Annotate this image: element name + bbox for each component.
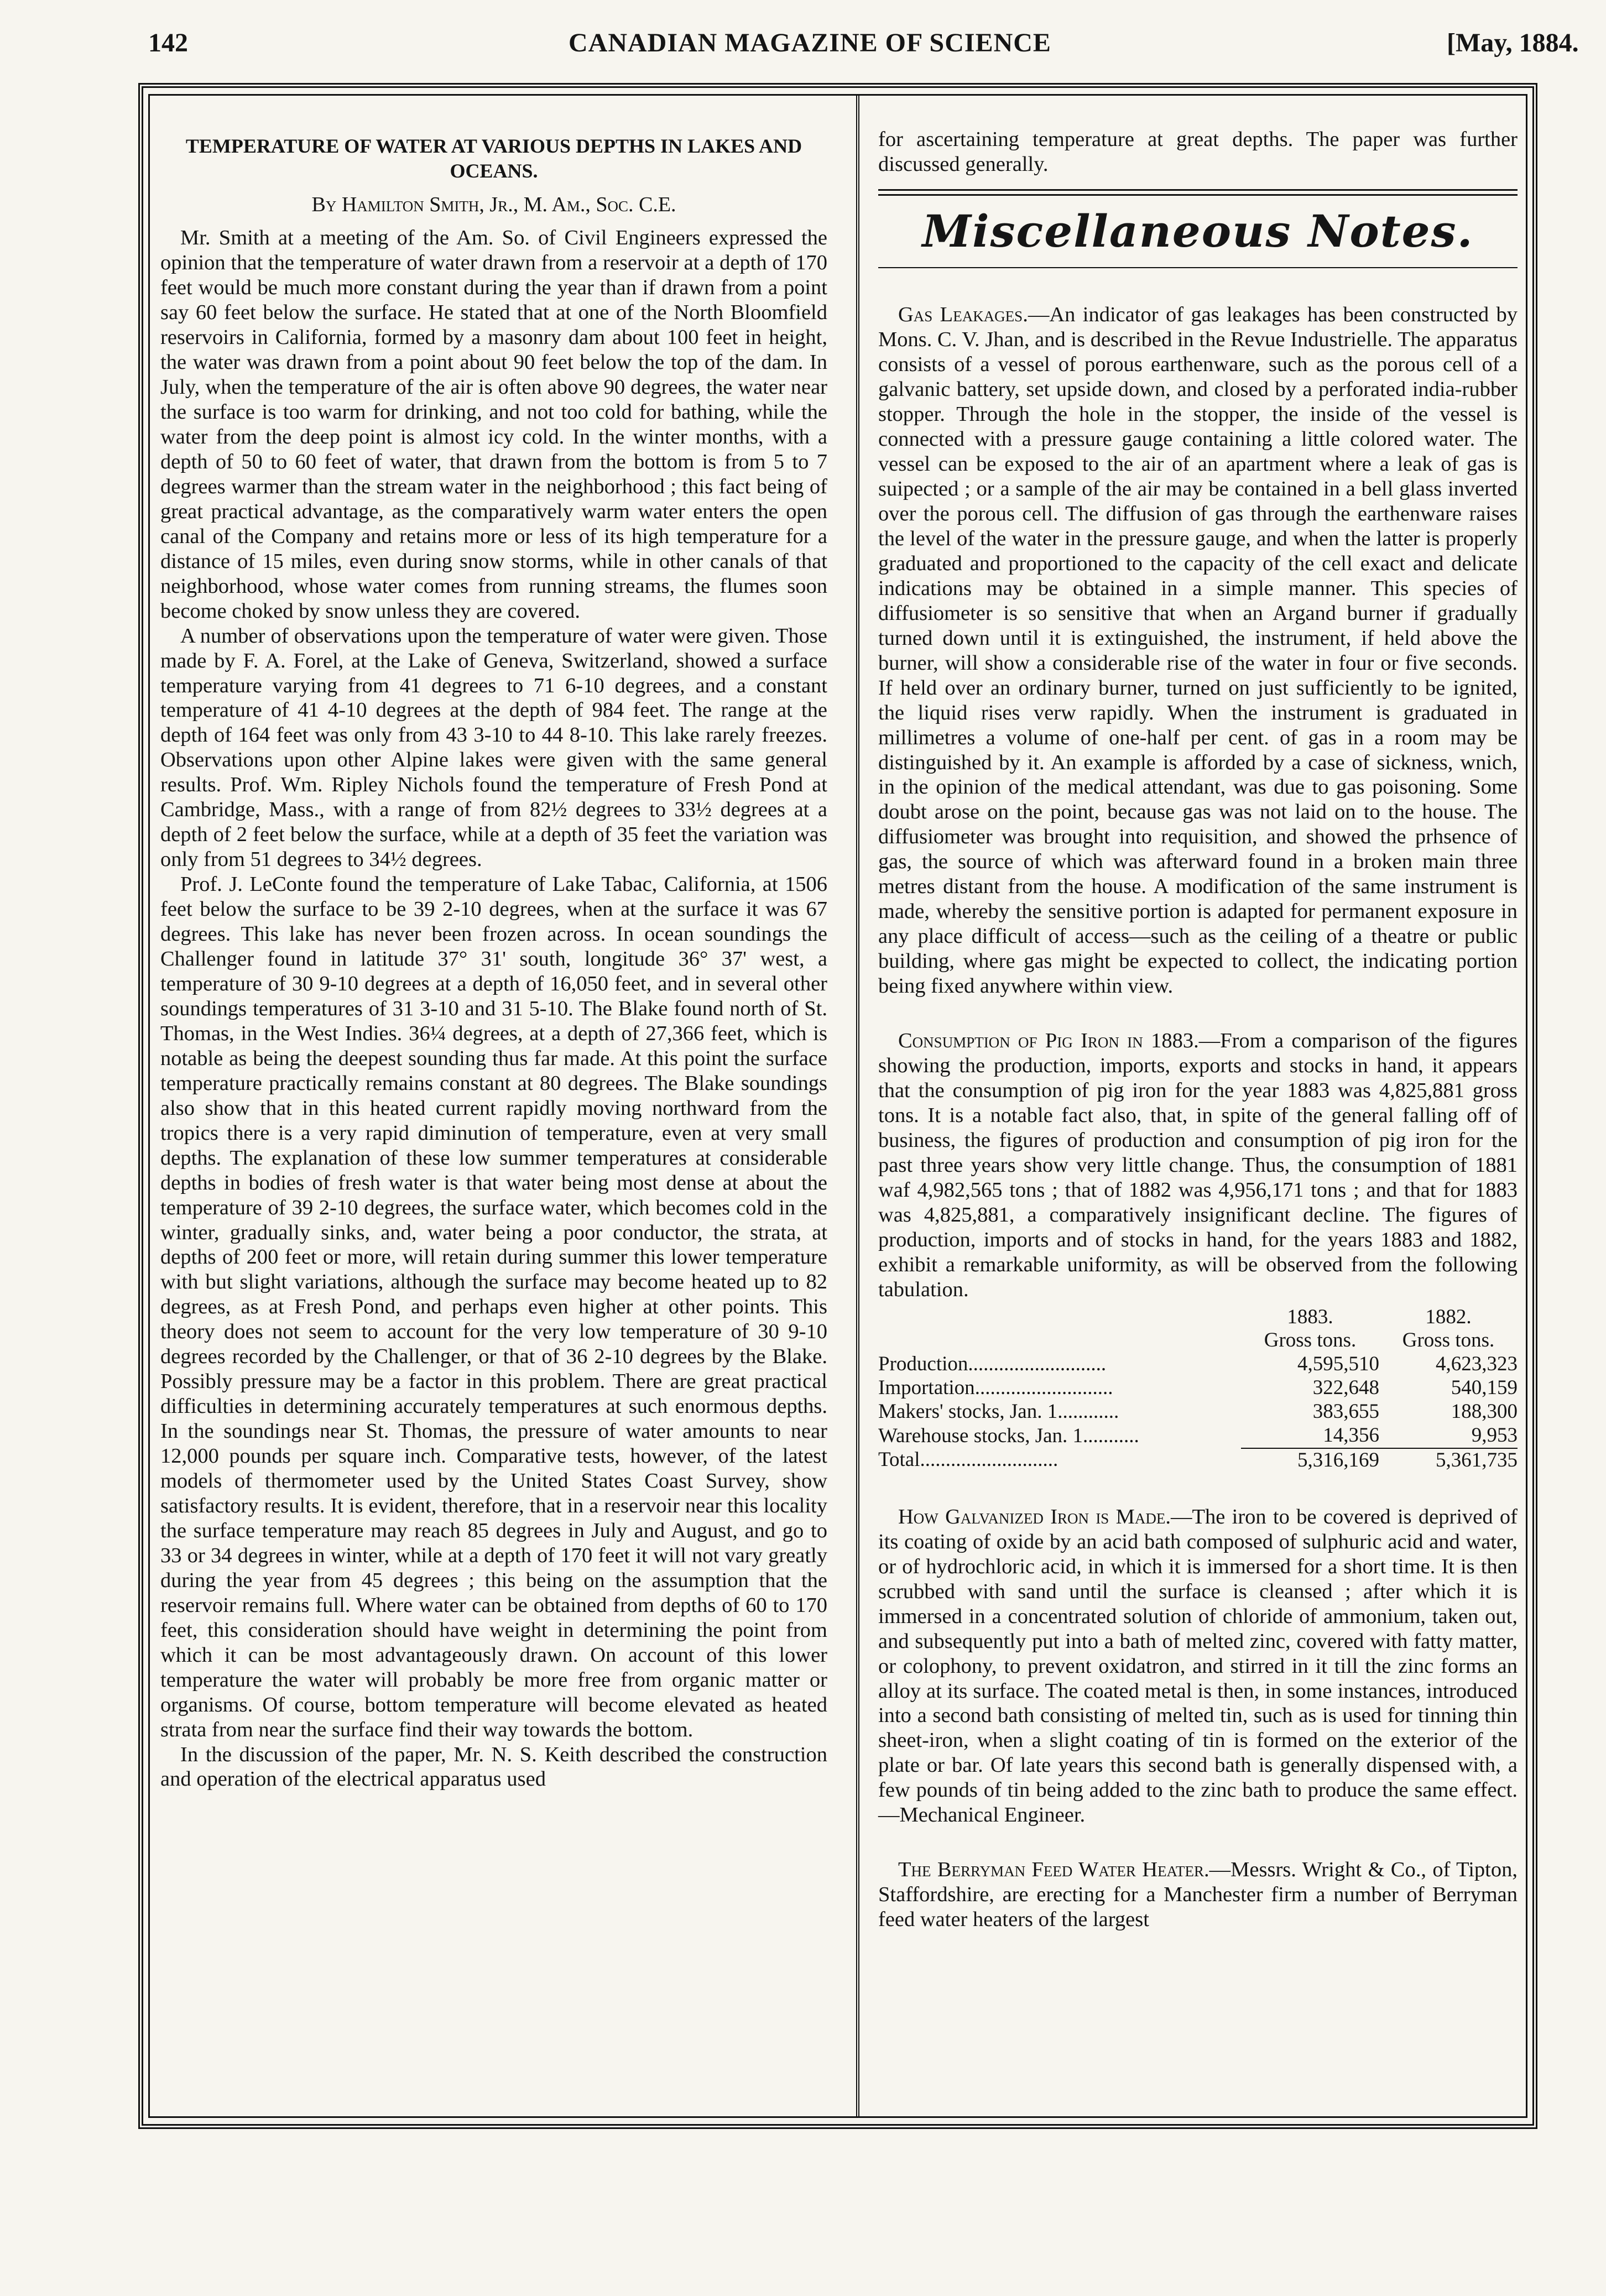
note-spacer [878,1475,1518,1505]
note-text: —Messrs. Wright & Co., of Tipton, Staffordshire, are erecting for a Manchester firm a number of Berryman feed water heaters of the largest [878,1858,1518,1932]
article-paragraph: Prof. J. LeConte found the temperature of Lake Tabac, California, at 1506 feet below the surface to be 39 2-10 degrees, when at the surface it was 67 degrees. This lake has never been frozen across. In ocean soundings the Challenger found in latitude 37° 31' south, longitude 36° 37' west, a temperature of 30 9-10 degrees at a depth of 16,050 feet, and in several other soundings temperatures of 31 3-10 and 31 5-10. The Blake found north of St. Thomas, in the West Indies. 36¼ degrees, at a depth of 27,366 feet, which is notable as being the deepest sounding thus far made. At this point the surface temperature practically remains constant at 80 degrees. The Blake soundings also show that in this heated current rapidly moving northward from the tropics there is a very rapid diminution of temperature, even at very small depths. The explanation of these low summer temperatures at considerable depths in bodies of fresh water is that water being most dense at about the temperature of 39 2-10 degrees, the surface water, which becomes cold in the winter, gradually sinks, and, water being a poor conductor, the strata, at depths of 200 feet or more, will retain during summer this lower temperature with but slight variations, although the surface may become heated up to 82 degrees, as at Fresh Pond, and perhaps even higher at other points. This theory does not seem to account for the very low temperature of 30 9-10 degrees recorded by the Challenger, or that of 36 2-10 degrees by the Blake. Possibly pressure may be a factor in this problem. There are great practical difficulties in determining accurately temperatures at such enormous depths. In the soundings near St. Thomas, the pressure of water amounts to near 12,000 pounds per square inch. Comparative tests, however, of the latest models of thermometer used by the United States Coast Survey, show satisfactory results. It is evident, therefore, that in a reservoir near this locality the surface temperature may reach 85 degrees in July and August, and go to 33 or 34 degrees in winter, while at a depth of 170 feet it will not vary greatly during the year from 45 degrees ; this being on the assumption that the reservoir remains full. Where water can be obtained from depths of 60 to 170 feet, this consideration should have weight in determining the point from which it can be most advantageously drawn. On account of this lower temperature the water will probably be more free from organic matter or organisms. Of course, bottom temperature will become elevated as heated strata from near the surface find their way towards the bottom. [160,873,827,1741]
cell-1882: 4,623,323 [1436,1353,1518,1376]
note-text: —From a comparison of the figures showing the production, imports, exports and stocks in hand, it appears that the consumption of pig iron for the year 1883 was 4,825,881 gross tons. It is a notable fact also, that, in spite of the general falling off of business, the figures of production and consumption of pig iron for the past three years show very little change. Thus, the consumption of 1881 waf 4,982,565 tons ; that of 1882 was 4,956,171 tons ; and that for 1883 was 4,825,881, a comparatively insignificant decline. The figures of production, imports and of stocks in hand, for the years 1883 and 1882, exhibit a remarkable uniformity, as will be observed from the following tabulation. [878,1029,1518,1301]
table-year-header: 1883. [1287,1305,1333,1328]
note-pig-iron [878,1029,1518,1302]
cell-1883-total: 5,316,169 [1241,1448,1379,1473]
cell-1883: 383,655 [1312,1400,1379,1423]
table-row [878,1376,1518,1400]
cell-1883: 4,595,510 [1297,1353,1379,1376]
row-leader-dots: ........................... [974,1376,1113,1400]
note-spacer [878,999,1518,1029]
row-label: Warehouse stocks, Jan. 1 [878,1424,1083,1447]
row-leader-dots: ........................... [968,1353,1107,1376]
article-paragraph: A number of observations upon the temperature of water were given. Those made by F. A. Forel, at the Lake of Geneva, Switzerland, showed a surface temperature varying from 41 degrees to 71 6-10 degrees, and a constant temperature of 41 4-10 degrees at the depth of 984 feet. The range at the depth of 164 feet was only from 43 3-10 to 44 8-10. This lake rarely freezes. Observations upon other Alpine lakes were given with the same general results. Prof. Wm. Ripley Nichols found the temperature of Fresh Pond at Cambridge, Mass., with a range of from 82½ degrees to 33½ degrees at a depth of 2 feet below the surface, while at a depth of 35 feet the variation was only from 51 degrees to 34½ degrees. [160,624,827,872]
table-row [878,1424,1518,1448]
row-label: Importation [878,1376,975,1400]
continued-text: for ascertaining temperature at great depths. The paper was further discussed generally. [878,128,1518,176]
row-label: Makers' stocks, Jan. 1 [878,1400,1058,1423]
section-title-rule [878,267,1518,268]
right-column [878,127,1518,1932]
note-heading: Consumption of Pig Iron in 1883. [898,1029,1199,1053]
cell-1882: 540,159 [1451,1376,1518,1400]
row-leader-dots: ........................... [920,1448,1058,1471]
article-paragraph: In the discussion of the paper, Mr. N. S. Keith described the construction and operation of the electrical apparatus used [160,1742,827,1791]
cell-1883: 14,356 [1323,1424,1379,1447]
note-text: —The iron to be covered is deprived of its coating of oxide by an acid bath composed of sulphuric acid and water, or of hydrochloric acid, in which it is immersed for a short time. It is then scrubbed with sand until the surface is cleansed ; after which it is immersed in a concentrated solution of chloride of ammonium, taken out, and subsequently put into a bath of melted zinc, covered with fatty matter, or colophony, to prevent oxidatron, and stirred in it till the zinc forms an alloy at its surface. The coated metal is then, in some instances, introduced into a second bath consisting of melted tin, such as is used for tinning thin sheet-iron, when a slight coating of tin is formed on the exterior of the plate or bar. Of late years this second bath is generally dispensed with, a few pounds of tin being added to the zinc bath to produce the same effect.—Mechanical Engineer. [878,1505,1518,1827]
note-gas-leakages [878,302,1518,999]
table-unit-header: Gross tons. [1402,1329,1495,1352]
row-leader-dots: ........... [1083,1424,1139,1447]
section-title: Miscellaneous Notes. [922,205,1474,257]
article-byline: By Hamilton Smith, Jr., M. Am., Soc. C.E. [311,193,676,216]
table-row [878,1353,1518,1376]
pig-iron-table [878,1306,1518,1473]
note-berryman-heater [878,1857,1518,1932]
note-heading: The Berryman Feed Water Heater. [898,1858,1209,1882]
row-leader-dots: ............ [1057,1400,1119,1423]
issue-date: [May, 1884. [1447,28,1579,58]
section-rule [878,189,1518,196]
cell-1882: 9,953 [1471,1424,1518,1447]
table-total-row [878,1448,1518,1473]
article-title: TEMPERATURE OF WATER AT VARIOUS DEPTHS IN LAKES AND OCEANS. [185,135,802,182]
table-header-row [878,1329,1518,1353]
table-header-row [878,1306,1518,1329]
journal-title: CANADIAN MAGAZINE OF SCIENCE [569,28,1051,58]
row-label: Total [878,1448,920,1471]
article-paragraph: Mr. Smith at a meeting of the Am. So. of Civil Engineers expressed the opinion that the temperature of water drawn from a reservoir at a depth of 170 feet would be much more constant during the year than if drawn from a point say 60 feet below the surface. He stated that at one of the North Bloomfield reservoirs in California, formed by a masonry dam about 100 feet in height, the water was drawn from a point about 90 feet below the top of the dam. In July, when the temperature of the air is often above 90 degrees, the water near the surface is too warm for drinking, and not too cold for bathing, while the water from the deep point is almost icy cold. In the winter months, with a depth of 50 to 60 feet of water, that drawn from the bottom is from 5 to 7 degrees warmer than the stream water in the neighborhood ; this fact being of great practical advantage, as the comparatively warm water enters the open canal of the Company and retains more or less of its high temperature for a distance of 15 miles, even during snow storms, while in other canals of that neighborhood, whose water comes from running streams, the flumes soon become choked by snow unless they are covered. [160,226,827,623]
cell-1882-total: 5,361,735 [1379,1448,1518,1473]
note-spacer [878,1828,1518,1857]
row-label: Production [878,1353,968,1376]
table-row [878,1400,1518,1424]
note-galvanized-iron [878,1505,1518,1828]
running-header [148,22,1597,66]
page-number: 142 [148,28,188,58]
cell-1882: 188,300 [1451,1400,1518,1423]
column-divider [856,94,859,2118]
note-text: —An indicator of gas leakages has been constructed by Mons. C. V. Jhan, and is described in the Revue Industrielle. The apparatus consists of a vessel of porous earthenware, such as the porous cell of a galvanic battery, set upside down, and closed by a perforated india-rubber stopper. Through the hole in the stopper, the inside of the vessel is connected with a pressure gauge containing a little colored water. The vessel can be exposed to the air of an apartment where a leak of gas is suipected ; or a sample of the air may be contained in a bell glass inverted over the porous cell. The diffusion of gas through the earthenware raises the level of the water in the pressure gauge, and when the latter is properly graduated and proportioned to the capacity of the cell exact and delicate indications may be obtained in a simple manner. This species of diffusiometer is so sensitive that when an Argand burner if gradually turned down until it is extinguished, the instrument, if held above the burner, will show a considerable rise of the water in four or five seconds. If held over an ordinary burner, turned on just sufficiently to be ignited, the liquid rises verw rapidly. When the instrument is graduated in millimetres a volume of one-half per cent. of gas in a room may be distinguished by it. An example is afforded by a case of sickness, wnich, in the opinion of the medical attendant, was due to gas poisoning. Some doubt arose on the point, because gas was not laid on to the house. The diffusiometer was brought into requisition, and showed the prhsence of gas, the source of which was afterward found in a broken main three metres distant from the house. A modification of the same instrument is made, whereby the sensitive portion is adapted for permanent exposure in any place difficult of access—such as the ceiling of a theatre or public building, where gas might be expected to collect, the indicating portion being fixed anywhere within view. [878,303,1518,998]
cell-1883: 322,648 [1312,1376,1379,1400]
note-heading: Gas Leakages. [898,303,1028,327]
left-column [160,127,827,1792]
table-unit-header: Gross tons. [1264,1329,1357,1352]
table-year-header: 1882. [1425,1305,1472,1328]
note-heading: How Galvanized Iron is Made. [898,1505,1171,1528]
